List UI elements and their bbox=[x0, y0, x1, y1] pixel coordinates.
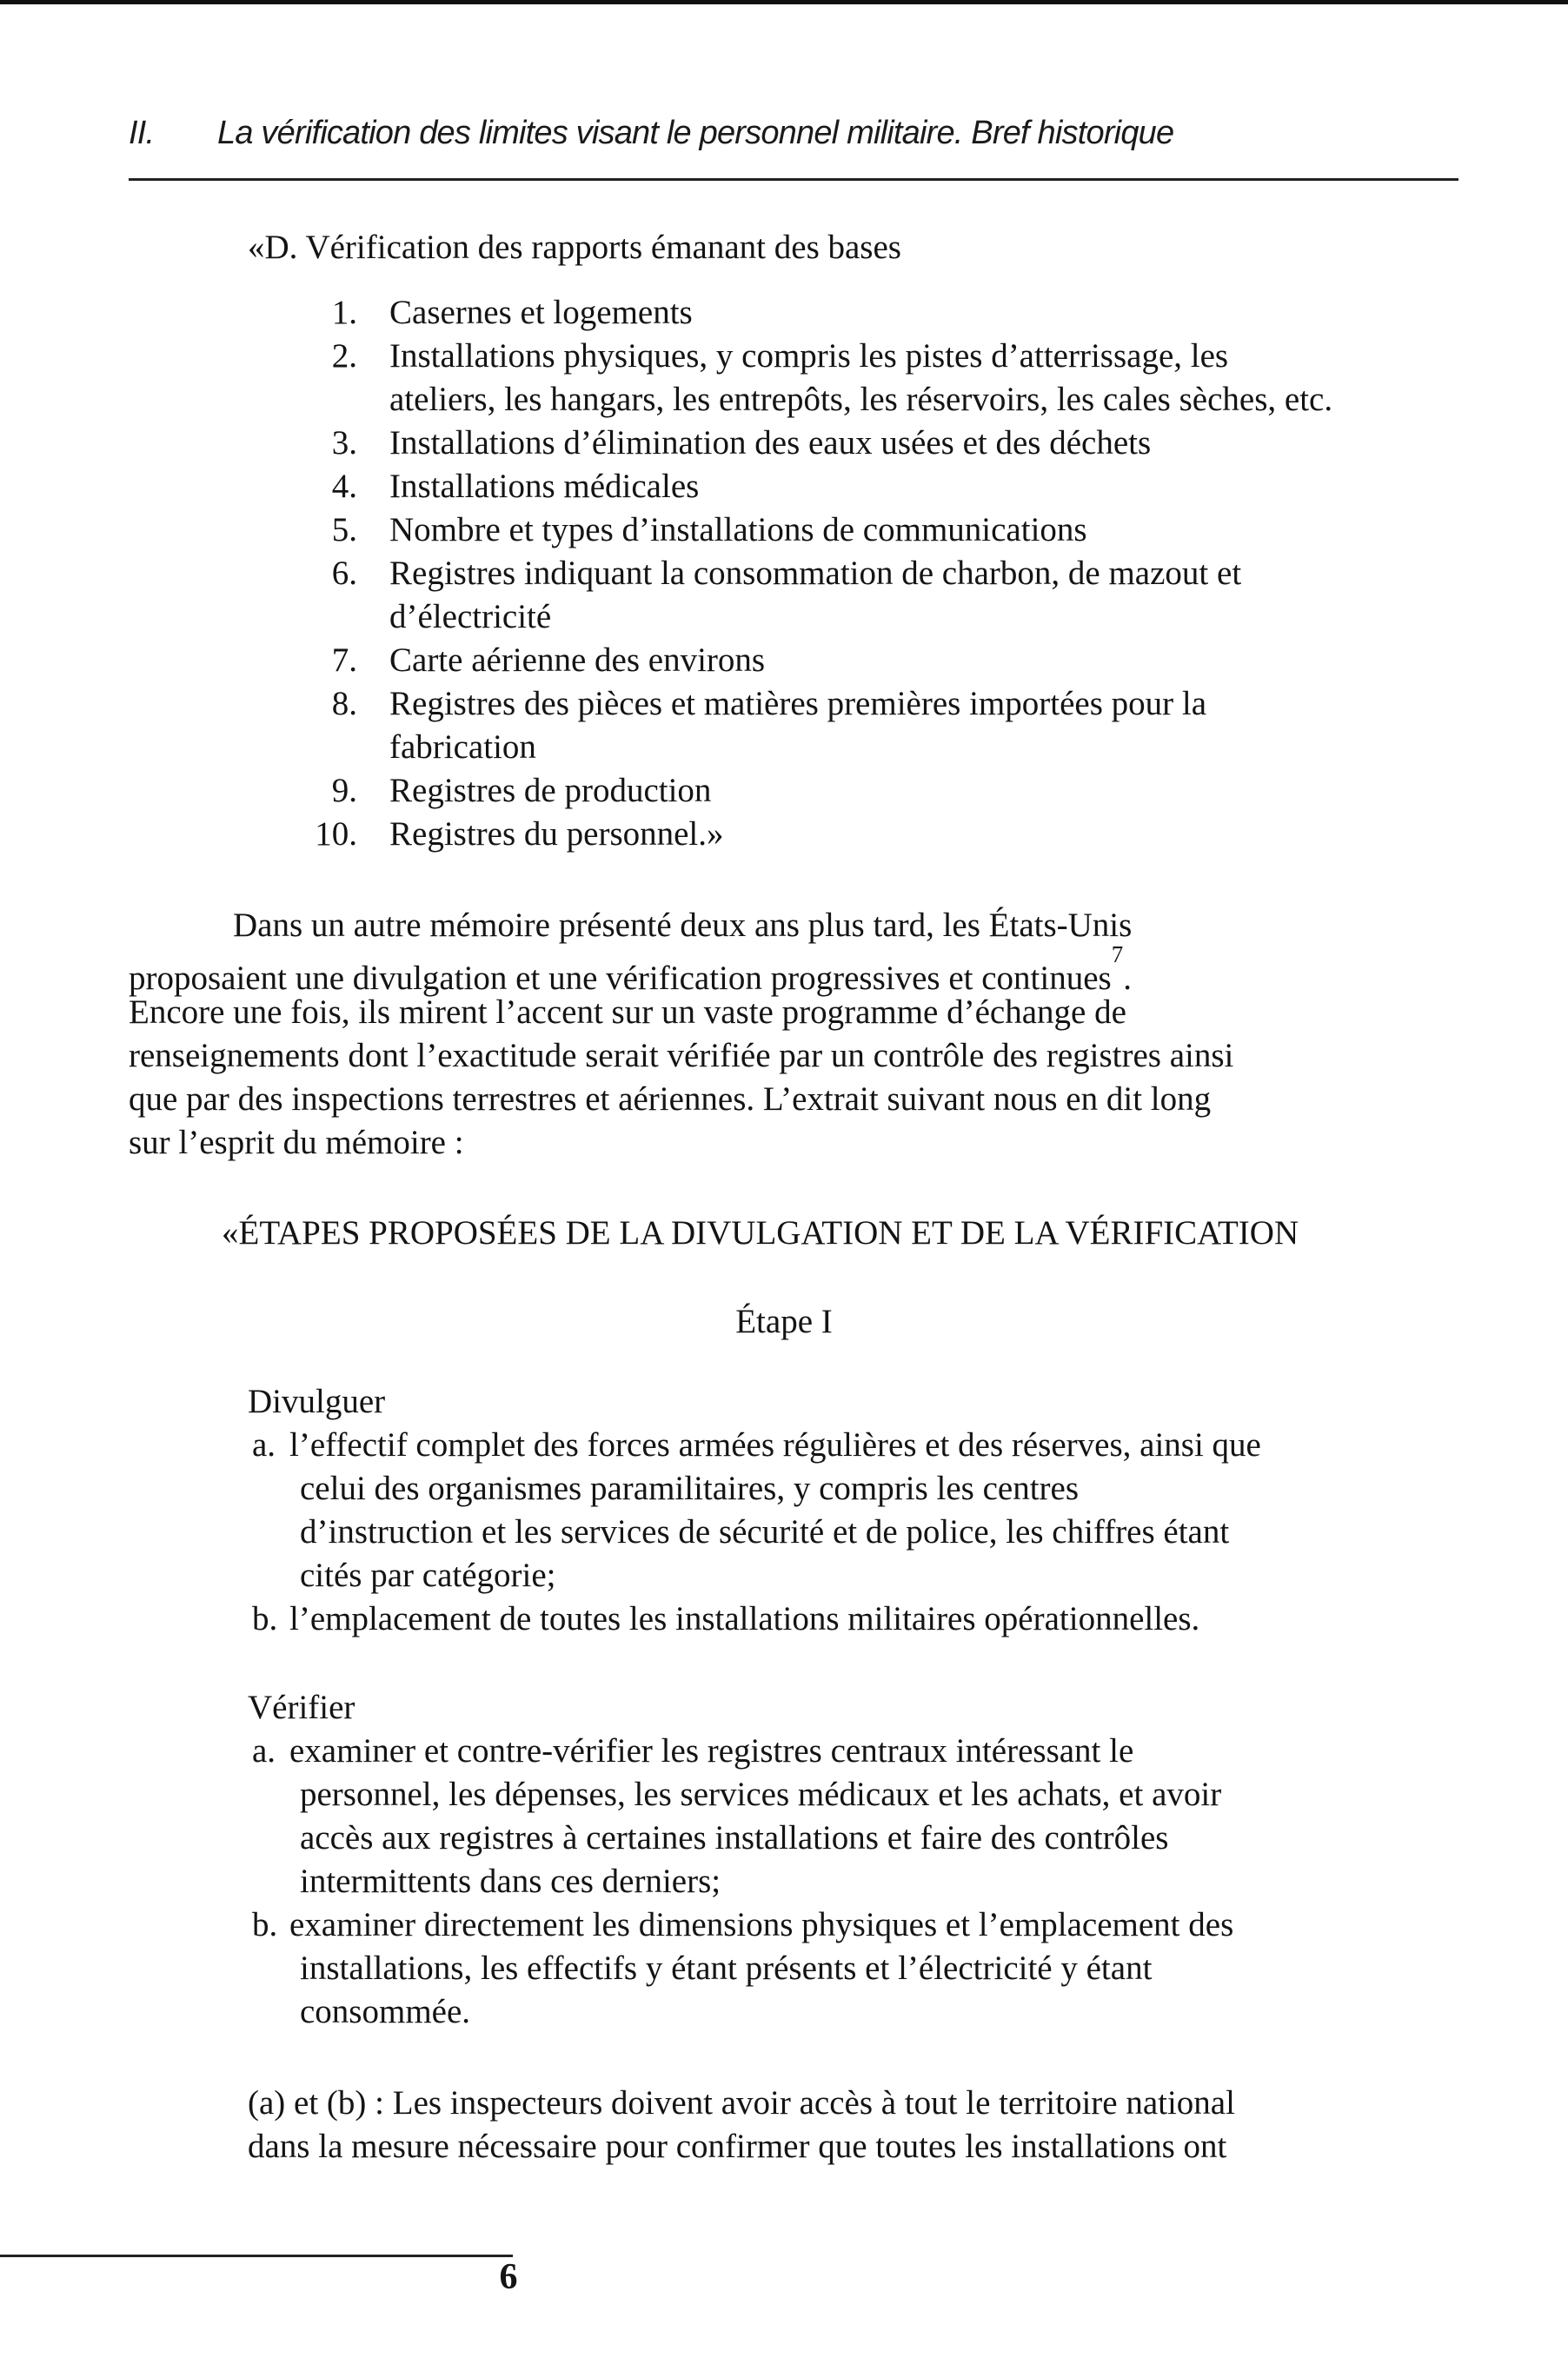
item-text: Installations physiques, y compris les pistes d’atterrissage, les bbox=[389, 337, 1229, 375]
item-text: celui des organismes paramilitaires, y compris les centres bbox=[300, 1470, 1080, 1507]
item-text: fabrication bbox=[389, 728, 536, 766]
paragraph-line: Encore une fois, ils mirent l’accent sur un vaste programme d’échange de bbox=[129, 993, 1126, 1031]
paragraph-line: que par des inspections terrestres et aériennes. L’extrait suivant nous en dit long bbox=[129, 1080, 1212, 1118]
item-text: Nombre et types d’installations de communications bbox=[389, 511, 1087, 548]
item-number: 10. bbox=[315, 815, 357, 853]
item-text: Registres de production bbox=[389, 772, 712, 809]
paragraph-line-end: . bbox=[1123, 960, 1132, 997]
item-text: d’électricité bbox=[389, 598, 552, 635]
item-text: accès aux registres à certaines installations et faire des contrôles bbox=[300, 1819, 1169, 1857]
item-label: a. bbox=[252, 1732, 276, 1770]
item-text: consommée. bbox=[300, 1993, 471, 2030]
running-header bbox=[129, 115, 1173, 152]
header-rule bbox=[129, 178, 1458, 181]
item-number: 2. bbox=[331, 337, 357, 375]
verifier-heading: Vérifier bbox=[248, 1689, 355, 1726]
paragraph-line-text: proposaient une divulgation et une vérification progressives et continues bbox=[129, 960, 1112, 997]
item-text: personnel, les dépenses, les services médicaux et les achats, et avoir bbox=[300, 1776, 1222, 1813]
divulguer-heading: Divulguer bbox=[248, 1383, 386, 1420]
item-text: Installations d’élimination des eaux usées et des déchets bbox=[389, 424, 1152, 462]
chapter-title: La vérification des limites visant le personnel militaire. Bref historique bbox=[217, 115, 1174, 151]
item-number: 9. bbox=[331, 772, 357, 809]
item-text: intermittents dans ces derniers; bbox=[300, 1863, 721, 1900]
footnote-reference: 7 bbox=[1111, 941, 1124, 967]
top-border bbox=[0, 0, 1568, 4]
item-label: a. bbox=[252, 1426, 276, 1464]
item-label: b. bbox=[252, 1906, 278, 1943]
item-number: 1. bbox=[331, 294, 357, 331]
item-text: l’emplacement de toutes les installations militaires opérationnelles. bbox=[289, 1600, 1200, 1637]
item-text: d’instruction et les services de sécurité et de police, les chiffres étant bbox=[300, 1513, 1230, 1551]
paragraph-line: renseignements dont l’exactitude serait vérifiée par un contrôle des registres ainsi bbox=[129, 1037, 1234, 1074]
item-label: b. bbox=[252, 1600, 278, 1637]
stage-title: Étape I bbox=[735, 1303, 833, 1340]
item-number: 6. bbox=[331, 555, 357, 592]
item-number: 3. bbox=[331, 424, 357, 462]
item-text: examiner et contre-vérifier les registres centraux intéressant le bbox=[289, 1732, 1134, 1770]
closing-line: (a) et (b) : Les inspecteurs doivent avoir accès à tout le territoire national bbox=[248, 2084, 1235, 2122]
quote-title: «ÉTAPES PROPOSÉES DE LA DIVULGATION ET DE LA VÉRIFICATION bbox=[222, 1214, 1299, 1252]
chapter-number: II. bbox=[129, 115, 155, 151]
item-text: ateliers, les hangars, les entrepôts, les réservoirs, les cales sèches, etc. bbox=[389, 381, 1333, 418]
paragraph-line: Dans un autre mémoire présenté deux ans plus tard, les États-Unis bbox=[233, 907, 1133, 944]
item-number: 8. bbox=[331, 685, 357, 722]
item-number: 7. bbox=[331, 641, 357, 679]
item-text: Casernes et logements bbox=[389, 294, 693, 331]
item-text: Installations médicales bbox=[389, 468, 700, 505]
item-text: Registres indiquant la consommation de charbon, de mazout et bbox=[389, 555, 1242, 592]
item-number: 4. bbox=[331, 468, 357, 505]
item-text: Registres du personnel.» bbox=[389, 815, 724, 853]
closing-line: dans la mesure nécessaire pour confirmer que toutes les installations ont bbox=[248, 2128, 1227, 2165]
section-d-heading: «D. Vérification des rapports émanant des bases bbox=[248, 229, 901, 266]
item-text: Registres des pièces et matières premières importées pour la bbox=[389, 685, 1206, 722]
item-number: 5. bbox=[331, 511, 357, 548]
item-text: installations, les effectifs y étant présents et l’électricité y étant bbox=[300, 1950, 1153, 1987]
item-text: Carte aérienne des environs bbox=[389, 641, 766, 679]
item-text: cités par catégorie; bbox=[300, 1557, 556, 1594]
item-text: examiner directement les dimensions physiques et l’emplacement des bbox=[289, 1906, 1234, 1943]
page-number: 6 bbox=[499, 2257, 518, 2297]
paragraph-line: sur l’esprit du mémoire : bbox=[129, 1124, 464, 1161]
footer-rule bbox=[0, 2255, 513, 2257]
item-text: l’effectif complet des forces armées régulières et des réserves, ainsi que bbox=[289, 1426, 1261, 1464]
